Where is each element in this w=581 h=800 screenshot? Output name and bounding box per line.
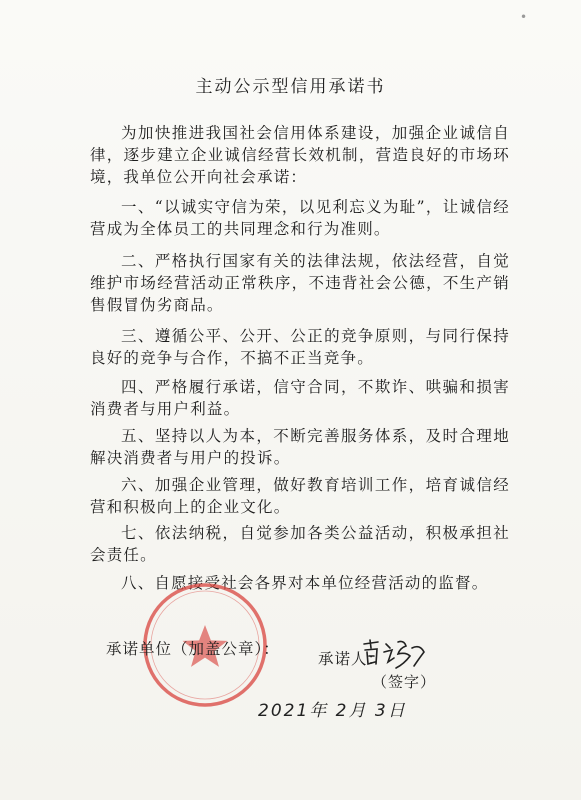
commitment-item-4: 四、严格履行承诺，信守合同，不欺诈、哄骗和损害消费者与用户利益。 (90, 378, 510, 418)
signature-unit-label: 承诺单位（加盖公章）： (106, 640, 280, 658)
corner-mark: • (520, 10, 528, 24)
commitment-item-1: 一、“以诚实守信为荣，以见利忘义为耻”，让诚信经营成为全体员工的共同理念和行为准则。 (90, 198, 510, 238)
intro-paragraph: 为加快推进我国社会信用体系建设，加强企业诚信自律，逐步建立企业诚信经营长效机制，营造良好的市场环境，我单位公开向社会承诺： (90, 124, 510, 186)
document-title: 主动公示型信用承诺书 (195, 77, 386, 97)
commitment-item-2: 二、严格执行国家有关的法律法规，依法经营，自觉维护市场经营活动正常秩序，不违背社会公德，不生产销售假冒伪劣商品。 (90, 252, 510, 314)
commitment-item-6: 六、加强企业管理，做好教育培训工作，培育诚信经营和积极向上的企业文化。 (90, 476, 510, 516)
commitment-item-8: 八、自愿接受社会各界对本单位经营活动的监督。 (121, 574, 489, 592)
handwritten-date: 2021年 2月 3日 (258, 701, 407, 721)
handwritten-signature (360, 634, 430, 674)
commitment-item-7: 七、依法纳税，自觉参加各类公益活动，积极承担社会责任。 (90, 524, 510, 564)
signature-person-label: 承诺人： (318, 650, 385, 668)
commitment-item-3: 三、遵循公平、公开、公正的竞争原则，与同行保持良好的竞争与合作，不搞不正当竞争。 (90, 327, 510, 367)
signature-note: （签字） (372, 673, 437, 691)
commitment-item-5: 五、坚持以人为本，不断完善服务体系，及时合理地解决消费者与用户的投诉。 (90, 427, 510, 467)
